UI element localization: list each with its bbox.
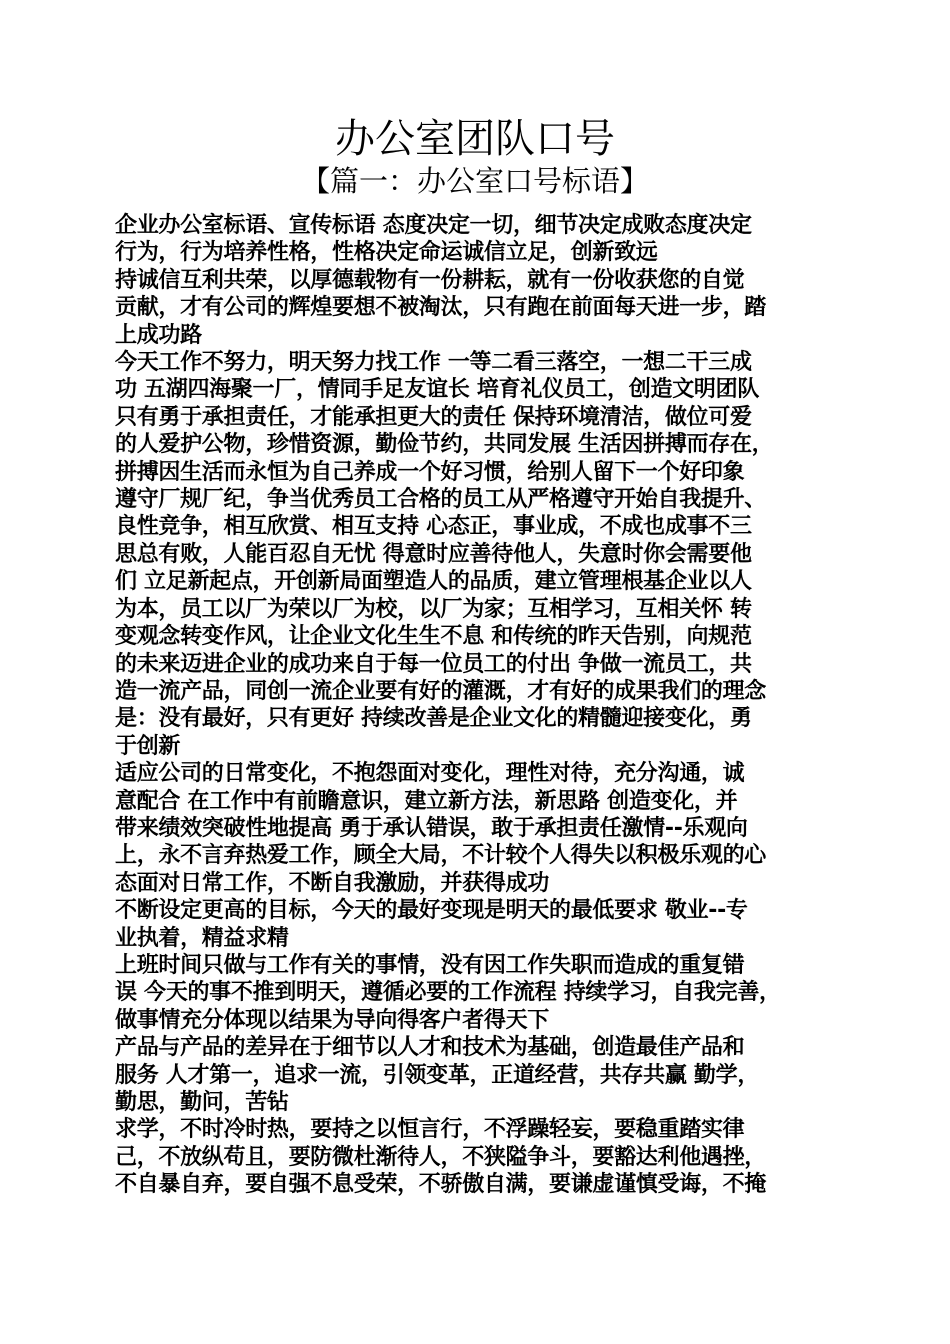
body-line: 勤思，勤问，苦钻 [115, 1090, 289, 1115]
body-line: 意配合 在工作中有前瞻意识，建立新方法，新思路 创造变化，并 [115, 788, 738, 814]
body-line: 的人爱护公物，珍惜资源，勤俭节约，共同发展 生活因拼搏而存在， [115, 432, 774, 458]
body-line: 带来绩效突破性地提高 勇于承认错误，敢于承担责任激情--乐观向 [115, 815, 748, 841]
body-line: 上，永不言弃热爱工作，顾全大局，不计较个人得失以积极乐观的心 [115, 843, 767, 869]
body-line: 遵守厂规厂纪，争当优秀员工合格的员工从严格遵守开始自我提升、 [115, 487, 767, 513]
body-line: 变观念转变作风，让企业文化生生不息 和传统的昨天告别，向规范 [115, 624, 752, 650]
body-line: 不断设定更高的目标，今天的最好变现是明天的最低要求 敬业--专 [115, 898, 748, 924]
body-line: 求学，不时冷时热，要持之以恒言行，不浮躁轻妄，要稳重踏实律 [115, 1117, 745, 1143]
body-line: 适应公司的日常变化，不抱怨面对变化，理性对待，充分沟通，诚 [115, 761, 745, 787]
body-line: 的未来迈进企业的成功来自于每一位员工的付出 争做一流员工，共 [115, 651, 752, 677]
body-line: 为本，员工以厂为荣以厂为校，以厂为家；互相学习，互相关怀 转 [115, 596, 752, 622]
body-line: 不自暴自弃，要自强不息受荣，不骄傲自满，要谦虚谨慎受诲，不掩 [115, 1172, 767, 1198]
body-line: 是：没有最好，只有更好 持续改善是企业文化的精髓迎接变化，勇 [115, 706, 752, 732]
body-line: 产品与产品的差异在于细节以人才和技术为基础，创造最佳产品和 [115, 1035, 745, 1061]
body-line: 功 五湖四海聚一厂，情同手足友谊长 培育礼仪员工，创造文明团队 [115, 377, 760, 403]
body-line: 企业办公室标语、宣传标语 态度决定一切，细节决定成败态度决定 [115, 213, 752, 238]
body-line: 造一流产品，同创一流企业要有好的灌溉，才有好的成果我们的理念 [115, 678, 767, 704]
body-line: 今天工作不努力，明天努力找工作 一等二看三落空，一想二干三成 [115, 350, 752, 376]
document-body [115, 212, 841, 1199]
body-line: 行为，行为培养性格，性格决定命运诚信立足，创新致远 [115, 240, 658, 266]
body-line: 上班时间只做与工作有关的事情，没有因工作失职而造成的重复错 [115, 952, 745, 978]
document-title: 办公室团队口号 [335, 116, 615, 162]
body-line: 良性竞争，相互欣赏、相互支持 心态正，事业成，不成也成事不三 [115, 514, 752, 540]
body-line: 思总有败，人能百忍自无忧 得意时应善待他人，失意时你会需要他 [115, 541, 752, 567]
body-line: 误 今天的事不推到明天，遵循必要的工作流程 持续学习，自我完善， [115, 980, 781, 1006]
body-line: 做事情充分体现以结果为导向得客户者得天下 [115, 1007, 550, 1033]
body-line: 贡献，才有公司的辉煌要想不被淘汰，只有跑在前面每天进一步，踏 [115, 295, 767, 321]
document-subtitle: 【篇一：办公室口号标语】 [300, 164, 649, 198]
body-line: 于创新 [115, 733, 181, 759]
body-line: 态面对日常工作，不断自我激励，并获得成功 [115, 870, 550, 896]
body-line: 上成功路 [115, 322, 202, 348]
body-line: 业执着，精益求精 [115, 925, 289, 951]
body-line: 己，不放纵苟且，要防微杜渐待人，不狭隘争斗，要豁达利他遇挫， [115, 1144, 767, 1170]
body-line: 持诚信互利共荣，以厚德载物有一份耕耘，就有一份收获您的自觉 [115, 267, 745, 293]
body-line: 只有勇于承担责任，才能承担更大的责任 保持环境清洁，做位可爱 [115, 404, 752, 430]
body-line: 服务 人才第一，追求一流，引领变革，正道经营，共存共赢 勤学， [115, 1062, 760, 1088]
body-line: 们 立足新起点，开创新局面塑造人的品质，建立管理根基企业以人 [115, 569, 752, 595]
body-line: 拼搏因生活而永恒为自己养成一个好习惯，给别人留下一个好印象 [115, 459, 745, 485]
